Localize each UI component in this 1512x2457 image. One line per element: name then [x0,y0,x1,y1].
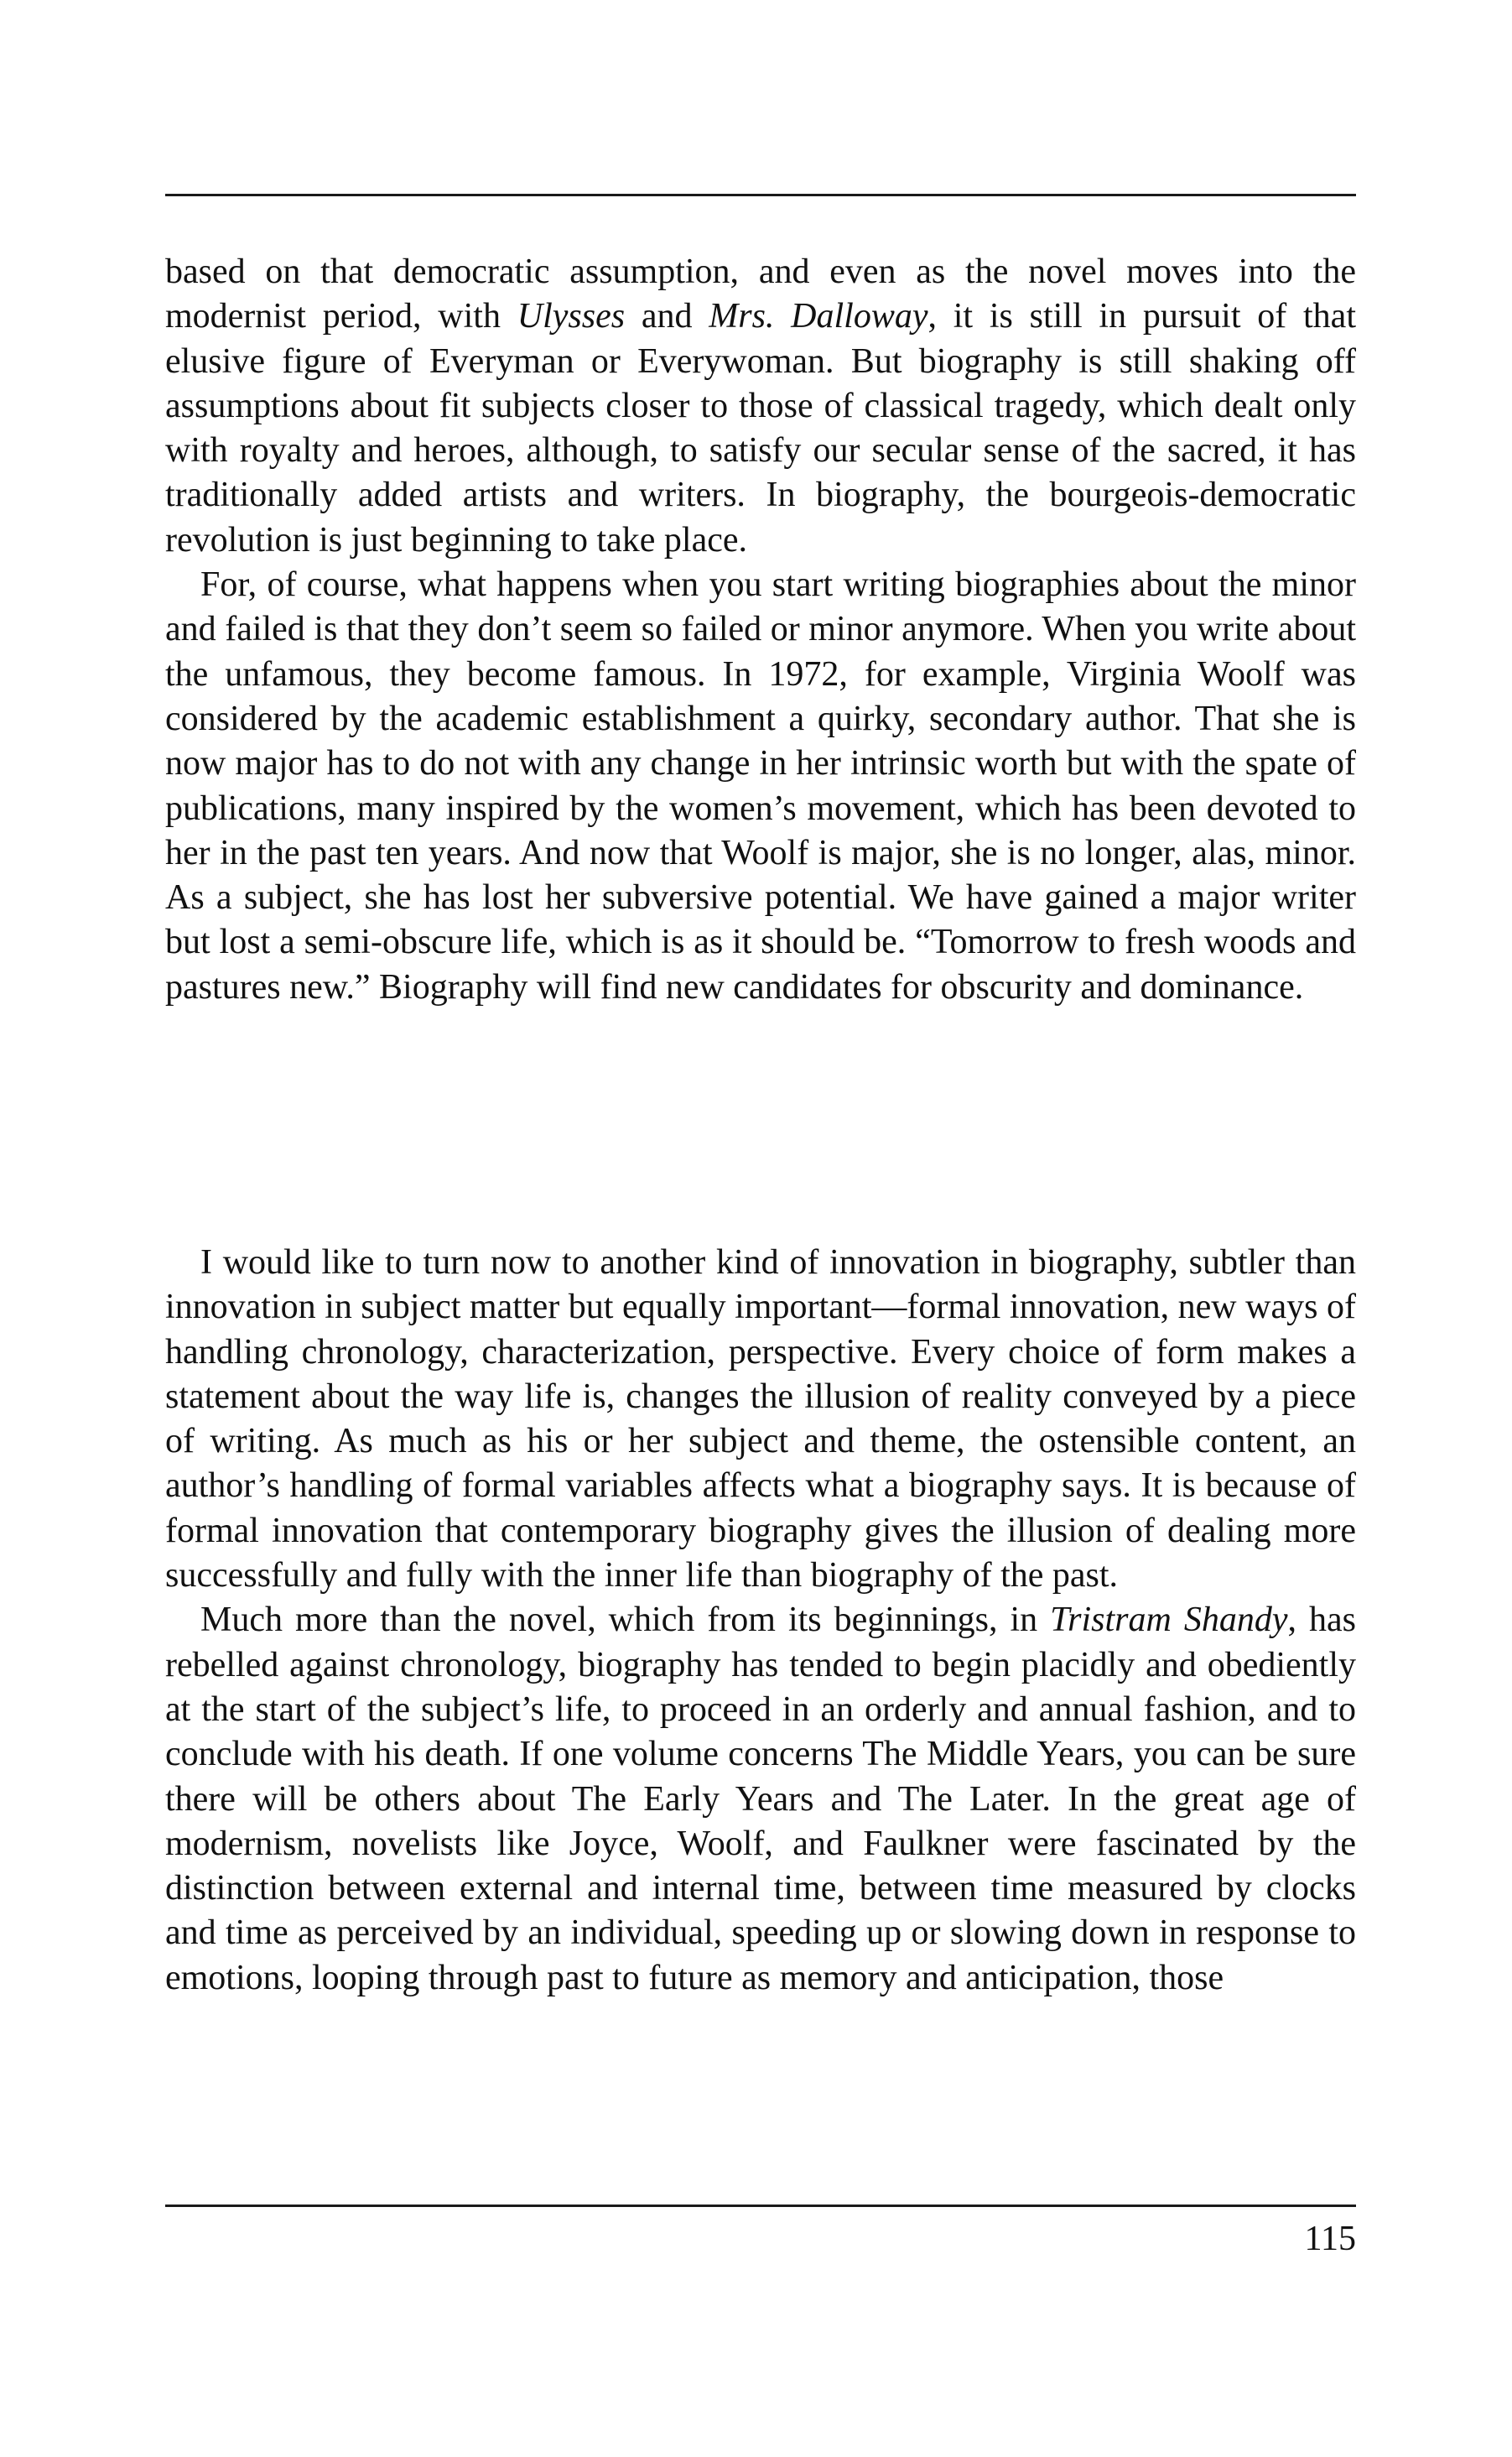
paragraph-1-text-a: based on that democratic assumption, and even as the novel moves into the modernist period, with [165,252,1356,336]
bottom-rule [165,2205,1356,2207]
paragraph-1 [165,250,1356,563]
paragraph-4 [165,1598,1356,2001]
paragraph-3 [165,1241,1356,1598]
paragraph-4-text-b: , has rebelled against chronology, biography has tended to begin placidly and obediently at the start of the subject’s life, to proceed in an orderly and annual fashion, and to conclude with his death. If one volume concerns The Middle Years, you can be sure there will be others about The Early Years and The Later. In the great age of modernism, novelists like Joyce, Woolf, and Faulkner were fascinated by the distinction between external and internal time, between time measured by clocks and time as perceived by an individual, speeding up or slowing down in response to emotions, looping through past to future as memory and anticipation, those [165,1601,1356,1997]
paragraph-1-text-c: , it is still in pursuit of that elusive figure of Everyman or Everywoman. But biography is still shaking off assumptions about fit subjects closer to those of classical tragedy, which dealt only with royalty and heroes, although, to satisfy our secular sense of the sacred, it has traditionally added artists and writers. In biography, the bourgeois-democratic revolution is just beginning to take place. [165,297,1356,560]
title-ulysses: Ulysses [517,297,626,336]
text-block-lower [165,1241,1356,2001]
title-mrs-dalloway: Mrs. Dalloway [709,297,928,336]
page-number: 115 [1304,2220,1356,2258]
text-block-upper [165,250,1356,1010]
title-tristram-shandy: Tristram Shandy [1050,1601,1288,1640]
paragraph-1-text-b: and [625,297,709,336]
paragraph-4-text-a: Much more than the novel, which from its beginnings, in [200,1601,1051,1640]
paragraph-2-text: For, of course, what happens when you start writing biographies about the minor and failed is that they don’t seem so failed or minor anymore. When you write about the unfamous, they become famous. In 1972, for example, Virginia Woolf was considered by the academic establishment a quirky, secondary author. That she is now major has to do not with any change in her intrinsic worth but with the spate of publications, many inspired by the women’s movement, which has been devoted to her in the past ten years. And now that Woolf is major, she is no longer, alas, minor. As a subject, she has lost her subversive potential. We have gained a major writer but lost a semi-obscure life, which is as it should be. “Tomorrow to fresh woods and pastures new.” Biography will find new candidates for obscurity and dominance. [165,565,1356,1007]
top-rule [165,194,1356,196]
paragraph-2 [165,563,1356,1010]
paragraph-3-text: I would like to turn now to another kind of innovation in biography, subtler than innovation in subject matter but equally important—formal innovation, new ways of handling chronology, characterization, perspective. Every choice of form makes a statement about the way life is, changes the illusion of reality conveyed by a piece of writing. As much as his or her subject and theme, the ostensible content, an author’s handling of formal variables affects what a biography says. It is because of formal innovation that contemporary biography gives the illusion of dealing more successfully and fully with the inner life than biography of the past. [165,1243,1356,1595]
